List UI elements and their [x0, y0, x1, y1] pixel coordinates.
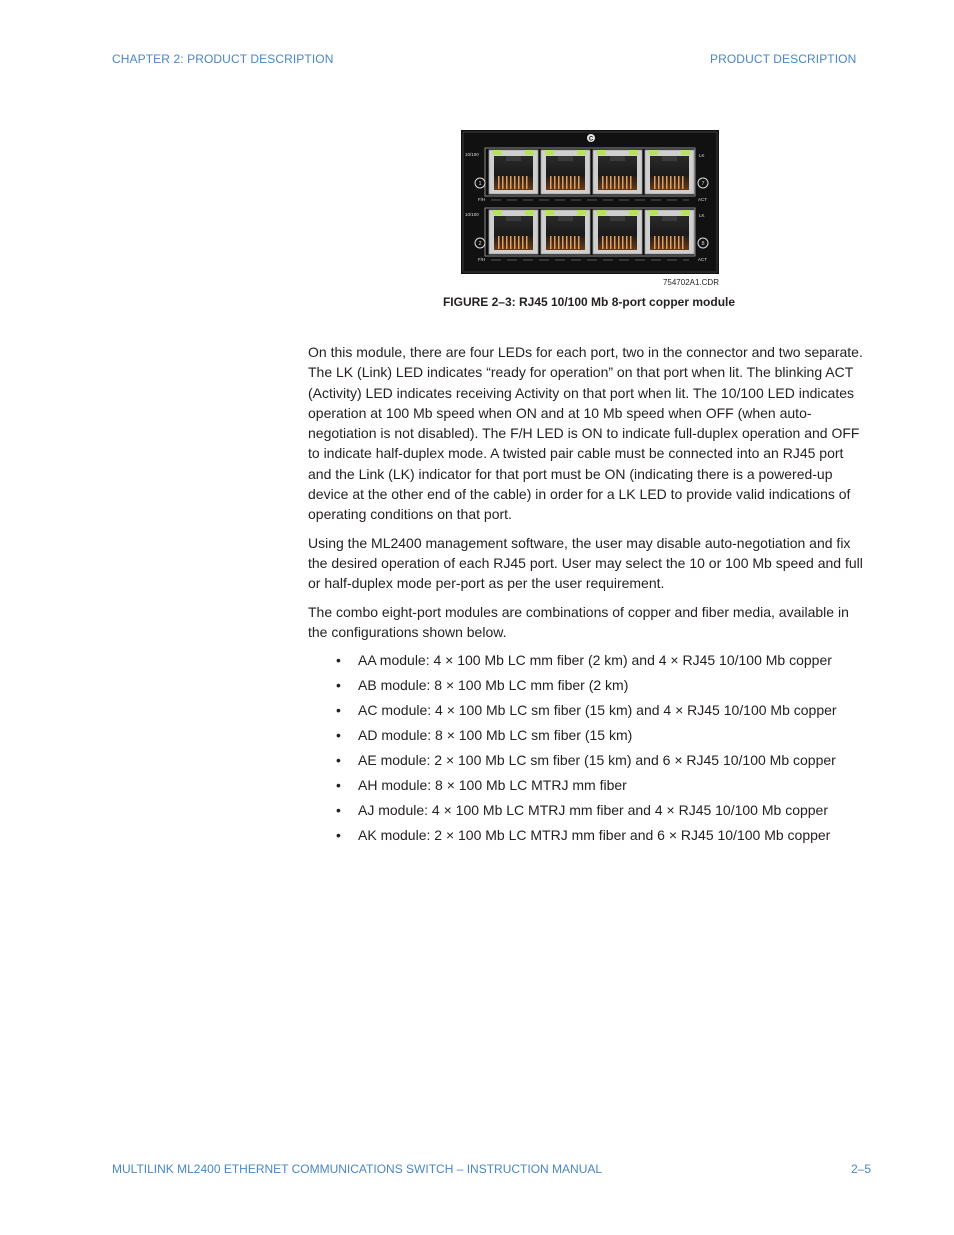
list-item	[308, 725, 870, 750]
bullet-icon: •	[336, 652, 341, 669]
speed-label-bottom: 10/100	[465, 212, 479, 217]
list-item-text: AD module: 8 × 100 Mb LC sm fiber (15 km)	[358, 727, 633, 744]
rj45-pin	[550, 236, 552, 249]
rj45-pin	[554, 236, 556, 249]
act-label-bottom: ACT	[698, 257, 707, 262]
port-number-7: 7	[701, 181, 705, 187]
rj45-pin	[622, 236, 624, 249]
fh-label-top: F/H	[478, 197, 486, 202]
figure-image-id: 754702A1.CDR	[662, 278, 719, 287]
bullet-icon: •	[336, 677, 341, 694]
link-led	[649, 150, 658, 155]
link-led	[649, 210, 658, 215]
rj45-pin	[562, 236, 564, 249]
rj45-pin	[574, 176, 576, 189]
page-number: 2–5	[851, 1162, 872, 1176]
rj45-pin	[566, 236, 568, 249]
bullet-icon: •	[336, 727, 341, 744]
port-number-8: 8	[701, 241, 705, 247]
rj45-pin	[606, 176, 608, 189]
rj45-pin	[550, 176, 552, 189]
activity-led	[681, 210, 690, 215]
link-led	[545, 150, 554, 155]
rj45-pin	[498, 176, 500, 189]
rj45-pin	[502, 176, 504, 189]
rj45-pin	[506, 236, 508, 249]
rj45-pin	[554, 176, 556, 189]
rj45-pin	[506, 176, 508, 189]
list-item-text: AA module: 4 × 100 Mb LC mm fiber (2 km) and 4 × RJ45 10/100 Mb copper	[358, 652, 832, 669]
list-item-text: AJ module: 4 × 100 Mb LC MTRJ mm fiber and 4 × RJ45 10/100 Mb copper	[358, 802, 829, 819]
activity-led	[629, 210, 638, 215]
running-header-section: PRODUCT DESCRIPTION	[710, 52, 857, 66]
list-item	[308, 650, 870, 675]
rj45-pin	[570, 176, 572, 189]
fh-label-bottom: F/H	[478, 257, 486, 262]
link-led	[493, 210, 502, 215]
rj45-pin	[514, 236, 516, 249]
bullet-icon: •	[336, 752, 341, 769]
rj45-pin	[502, 236, 504, 249]
activity-led	[681, 150, 690, 155]
rj45-module-figure	[461, 130, 719, 274]
rj45-pin	[578, 236, 580, 249]
rj45-pin	[662, 176, 664, 189]
rj45-pin	[518, 236, 520, 249]
activity-led	[577, 210, 586, 215]
rj45-latch-slot	[610, 156, 625, 161]
rj45-pin	[498, 236, 500, 249]
rj45-pin	[566, 176, 568, 189]
rj45-pin	[682, 176, 684, 189]
list-item	[308, 825, 870, 850]
rj45-pin	[618, 236, 620, 249]
rj45-pin	[518, 176, 520, 189]
list-item	[308, 750, 870, 775]
rj45-pin	[630, 236, 632, 249]
rj45-pin	[526, 176, 528, 189]
rj45-pin	[622, 176, 624, 189]
rj45-latch-slot	[662, 216, 677, 221]
module-configuration-list	[308, 650, 870, 850]
rj45-pin	[562, 176, 564, 189]
bullet-icon: •	[336, 802, 341, 819]
rj45-pin	[674, 236, 676, 249]
activity-led	[629, 150, 638, 155]
rj45-pin	[602, 236, 604, 249]
lk-label-bottom: LK	[699, 213, 705, 218]
rj45-pin	[666, 176, 668, 189]
paragraph-led-description: On this module, there are four LEDs for each port, two in the connector and two separate. The LK (Link) LED indicates “ready for operation” on that port when lit. The blinking ACT (Activity) LED indicates receiving Activity on that port when lit. The 10/100 LED indicates operation at 100 Mb speed when ON and at 10 Mb speed when OFF (when auto-negotiation is not disabled). The F/H LED is ON to indicate full-duplex operation and OFF to indicate half-duplex mode. A twisted pair cable must be connected into an RJ45 port and the Link (LK) indicator for that port must be ON (indicating there is a powered-up device at the other end of the cable) in order for a LK LED to provide valid indications of operating conditions on that port.	[308, 344, 863, 523]
rj45-pin	[514, 176, 516, 189]
link-led	[597, 210, 606, 215]
list-item-text: AK module: 2 × 100 Mb LC MTRJ mm fiber and 6 × RJ45 10/100 Mb copper	[358, 827, 831, 844]
link-led	[493, 150, 502, 155]
list-item-text: AH module: 8 × 100 Mb LC MTRJ mm fiber	[358, 777, 627, 794]
rj45-pin	[610, 236, 612, 249]
rj45-pin	[626, 176, 628, 189]
rj45-pin	[674, 176, 676, 189]
port-number-2: 2	[478, 241, 482, 247]
rj45-pin	[614, 236, 616, 249]
rj45-pin	[606, 236, 608, 249]
speed-label-top: 10/100	[465, 152, 479, 157]
list-item	[308, 700, 870, 725]
link-led	[545, 210, 554, 215]
paragraph-combo-modules: The combo eight-port modules are combinations of copper and fiber media, available in the configurations shown below.	[308, 603, 849, 640]
activity-led	[525, 150, 534, 155]
rj45-pin	[682, 236, 684, 249]
rj45-pin	[510, 236, 512, 249]
act-label-top: ACT	[698, 197, 707, 202]
rj45-pin	[654, 176, 656, 189]
rj45-pin	[658, 176, 660, 189]
rj45-pin	[574, 236, 576, 249]
rj45-pin	[526, 236, 528, 249]
rj45-pin	[666, 236, 668, 249]
rj45-pin	[678, 176, 680, 189]
list-item-text: AC module: 4 × 100 Mb LC sm fiber (15 km) and 4 × RJ45 10/100 Mb copper	[358, 702, 837, 719]
rj45-pin	[662, 236, 664, 249]
rj45-pin	[610, 176, 612, 189]
rj45-latch-slot	[506, 156, 521, 161]
list-item	[308, 775, 870, 800]
bullet-icon: •	[336, 827, 341, 844]
activity-led	[577, 150, 586, 155]
rj45-pin	[626, 236, 628, 249]
figure-caption: FIGURE 2–3: RJ45 10/100 Mb 8-port copper module	[442, 295, 736, 309]
rj45-pin	[522, 236, 524, 249]
list-item-text: AB module: 8 × 100 Mb LC mm fiber (2 km)	[358, 677, 629, 694]
port-number-1: 1	[478, 181, 482, 187]
running-footer-title: MULTILINK ML2400 ETHERNET COMMUNICATIONS SWITCH – INSTRUCTION MANUAL	[112, 1162, 603, 1176]
list-item	[308, 800, 870, 825]
rj45-pin	[522, 176, 524, 189]
lk-label-top: LK	[699, 153, 705, 158]
rj45-pin	[510, 176, 512, 189]
rj45-pin	[602, 176, 604, 189]
paragraph-management-software: Using the ML2400 management software, the user may disable auto-negotiation and fix the desired operation of each RJ45 port. User may select the 10 or 100 Mb speed and full or half-duplex mode per-port as per the user requirement.	[308, 534, 863, 592]
running-header-chapter: CHAPTER 2: PRODUCT DESCRIPTION	[112, 52, 334, 66]
rj45-pin	[570, 236, 572, 249]
rj45-pin	[558, 176, 560, 189]
rj45-pin	[670, 176, 672, 189]
rj45-pin	[670, 236, 672, 249]
activity-led	[525, 210, 534, 215]
body-text	[308, 342, 870, 850]
rj45-latch-slot	[558, 216, 573, 221]
rj45-pin	[578, 176, 580, 189]
list-item-text: AE module: 2 × 100 Mb LC sm fiber (15 km) and 6 × RJ45 10/100 Mb copper	[358, 752, 836, 769]
rj45-latch-slot	[662, 156, 677, 161]
rj45-pin	[654, 236, 656, 249]
rj45-latch-slot	[558, 156, 573, 161]
rj45-pin	[658, 236, 660, 249]
link-led	[597, 150, 606, 155]
rj45-pin	[614, 176, 616, 189]
bullet-icon: •	[336, 777, 341, 794]
rj45-latch-slot	[506, 216, 521, 221]
rj45-pin	[558, 236, 560, 249]
rj45-latch-slot	[610, 216, 625, 221]
rj45-pin	[618, 176, 620, 189]
rj45-pin	[678, 236, 680, 249]
module-letter: C	[588, 136, 594, 143]
rj45-module-drawing	[461, 130, 719, 274]
bullet-icon: •	[336, 702, 341, 719]
list-item	[308, 675, 870, 700]
rj45-pin	[630, 176, 632, 189]
